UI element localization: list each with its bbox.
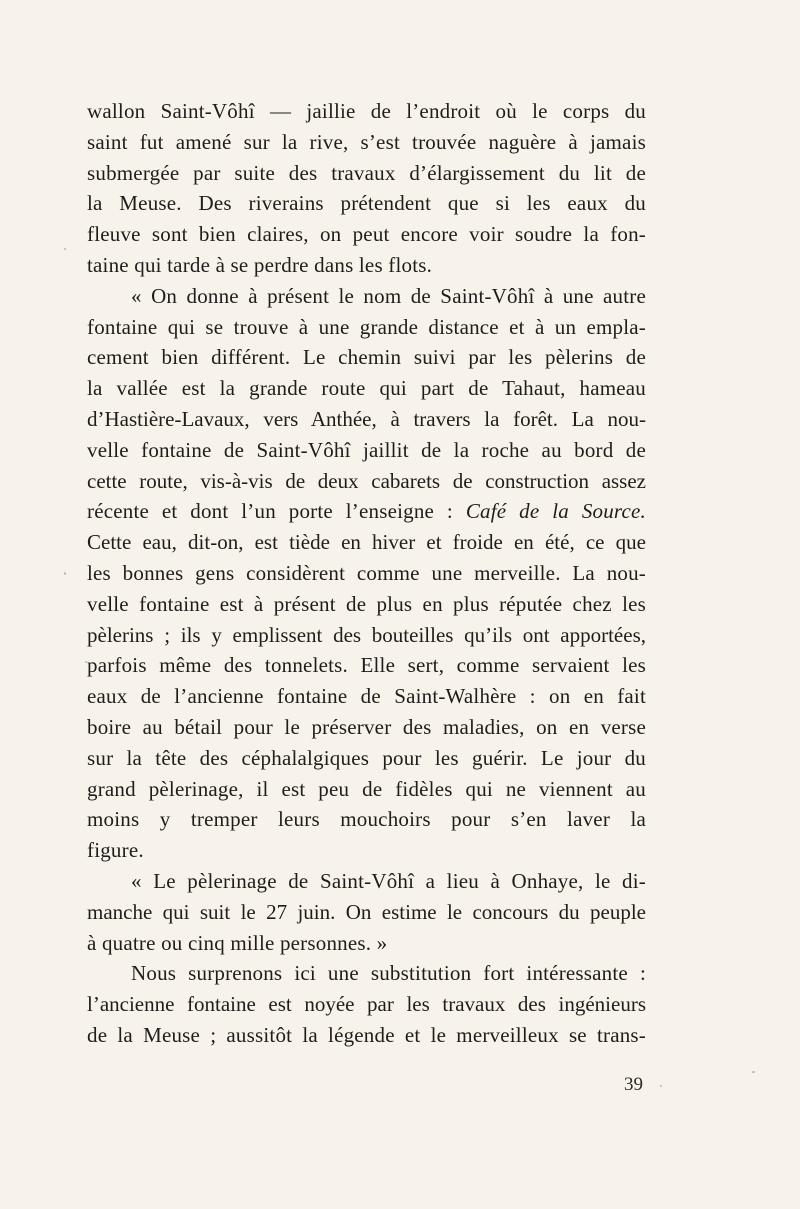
paper-speck	[85, 661, 87, 663]
paper-speck	[64, 572, 66, 575]
italic-sign-name: Café de la Source.	[465, 499, 647, 524]
text-line: grand pèlerinage, il est peu de fidèles qui ne viennent au	[87, 776, 646, 801]
text-line: parfois même des tonnelets. Elle sert, comme servaient les	[87, 653, 646, 678]
page-number: 39	[624, 1074, 643, 1095]
text-line: figure.	[87, 838, 144, 863]
text-line: Cette eau, dit-on, est tiède en hiver et froide en été, ce que	[87, 530, 646, 555]
text-line: sur la tête des céphalalgiques pour les guérir. Le jour du	[87, 745, 646, 770]
text-line: la Meuse. Des riverains prétendent que si les eaux du	[87, 191, 646, 216]
text-line: velle fontaine de Saint-Vôhî jaillit de la roche au bord de	[87, 437, 646, 462]
text-line: la vallée est la grande route qui part de Tahaut, hameau	[87, 376, 646, 401]
text-line: de la Meuse ; aussitôt la légende et le merveilleux se trans-	[87, 1022, 646, 1047]
paper-speck	[752, 1071, 755, 1073]
text-line-with-italic	[87, 496, 646, 527]
text-line: l’ancienne fontaine est noyée par les travaux des ingénieurs	[87, 992, 646, 1017]
text-line: submergée par suite des travaux d’élargissement du lit de	[87, 160, 646, 185]
text-segment: récente et dont l’un porte l’enseigne :	[87, 499, 453, 524]
text-line: d’Hastière-Lavaux, vers Anthée, à travers la forêt. La nou-	[87, 406, 646, 431]
text-line: pèlerins ; ils y emplissent des bouteilles qu’ils ont apportées,	[87, 622, 646, 647]
text-line: « On donne à présent le nom de Saint-Vôhî à une autre	[131, 283, 646, 308]
body-text	[87, 96, 646, 1051]
text-line: manche qui suit le 27 juin. On estime le concours du peuple	[87, 899, 646, 924]
text-line: velle fontaine est à présent de plus en plus réputée chez les	[87, 591, 646, 616]
text-line: Nous surprenons ici une substitution fort intéressante :	[131, 961, 646, 986]
text-line: cette route, vis-à-vis de deux cabarets de construction assez	[87, 468, 646, 493]
text-line: fleuve sont bien claires, on peut encore voir soudre la fon-	[87, 222, 646, 247]
text-line: fontaine qui se trouve à une grande distance et à un empla-	[87, 314, 646, 339]
text-line: boire au bétail pour le préserver des maladies, on en verse	[87, 714, 646, 739]
paper-speck	[660, 1085, 662, 1087]
text-line: taine qui tarde à se perdre dans les flots.	[87, 252, 433, 277]
text-line: les bonnes gens considèrent comme une merveille. La nou-	[87, 560, 646, 585]
text-line: « Le pèlerinage de Saint-Vôhî a lieu à Onhaye, le di-	[131, 868, 646, 893]
text-line: eaux de l’ancienne fontaine de Saint-Walhère : on en fait	[87, 684, 646, 709]
text-line: saint fut amené sur la rive, s’est trouvée naguère à jamais	[87, 129, 646, 154]
text-line: wallon Saint-Vôhî — jaillie de l’endroit où le corps du	[87, 99, 646, 123]
paper-speck	[64, 248, 66, 250]
text-line: à quatre ou cinq mille personnes. »	[87, 930, 388, 955]
text-line: cement bien différent. Le chemin suivi par les pèlerins de	[87, 345, 646, 370]
text-line: moins y tremper leurs mouchoirs pour s’en laver la	[87, 807, 646, 832]
